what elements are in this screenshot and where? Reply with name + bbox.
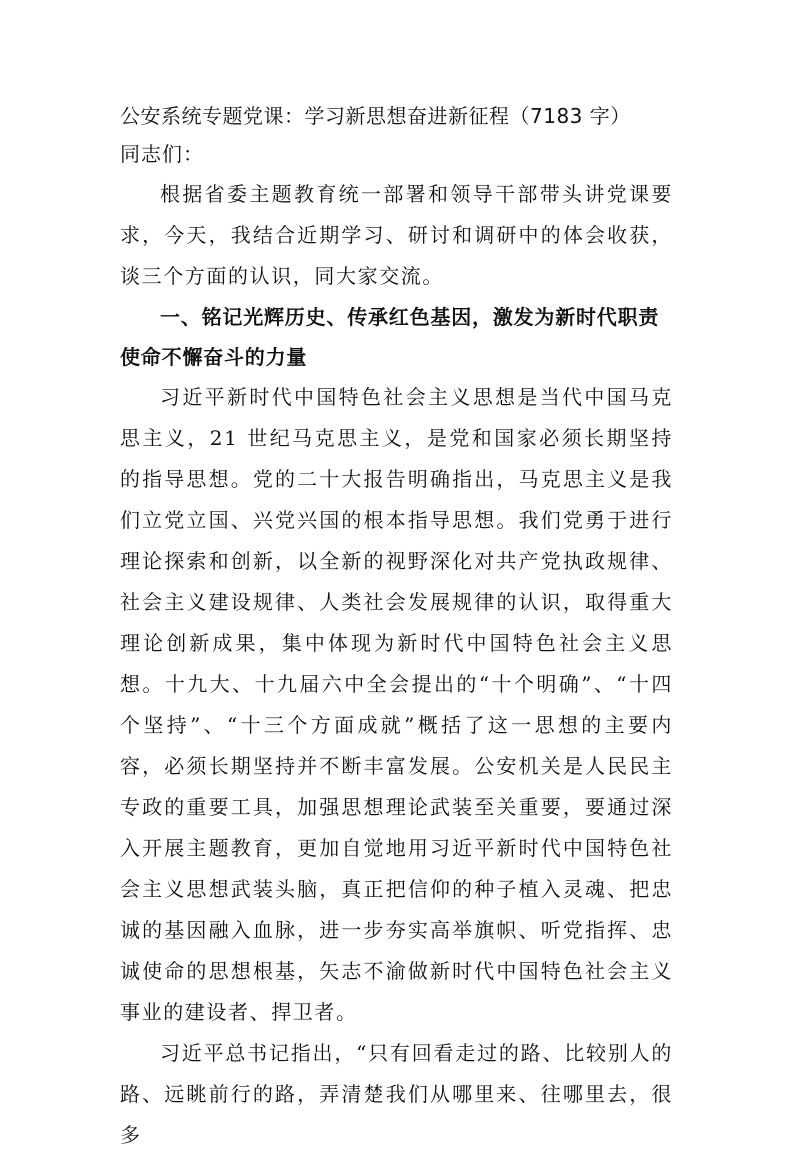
section-heading: 一、铭记光辉历史、传承红色基因，激发为新时代职责使命不懈奋斗的力量 — [120, 305, 660, 369]
intro-paragraph: 根据省委主题教育统一部署和领导干部带头讲党课要求，今天，我结合近期学习、研讨和调研中的体会收获，谈三个方面的认识，同大家交流。 — [120, 182, 673, 288]
document-page — [120, 98, 673, 1156]
salutation: 同志们： — [120, 142, 204, 166]
document-title: 公安系统专题党课：学习新思想奋进新征程（7183 字） — [120, 104, 631, 128]
body-paragraph: 习近平总书记指出，“只有回看走过的路、比较别人的路、远眺前行的路，弄清楚我们从哪里来、往哪里去，很多 — [120, 1041, 673, 1147]
body-paragraph: 习近平新时代中国特色社会主义思想是当代中国马克思主义，21 世纪马克思主义，是党和国家必须长期坚持的指导思想。党的二十大报告明确指出，马克思主义是我们立党立国、兴党兴国的根本指导思想。我们党勇于进行理论探索和创新，以全新的视野深化对共产党执政规律、社会主义建设规律、人类社会发展规律的认识，取得重大理论创新成果，集中体现为新时代中国特色社会主义思想。十九大、十九届六中全会提出的“十个明确”、“十四个坚持”、“十三个方面成就”概括了这一思想的主要内容，必须长期坚持并不断丰富发展。公安机关是人民民主专政的重要工具，加强思想理论武装至关重要，要通过深入开展主题教育，更加自觉地用习近平新时代中国特色社会主义思想武装头脑，真正把信仰的种子植入灵魂、把忠诚的基因融入血脉，进一步夯实高举旗帜、听党指挥、忠诚使命的思想根基，矢志不渝做新时代中国特色社会主义事业的建设者、捍卫者。 — [120, 385, 673, 1024]
